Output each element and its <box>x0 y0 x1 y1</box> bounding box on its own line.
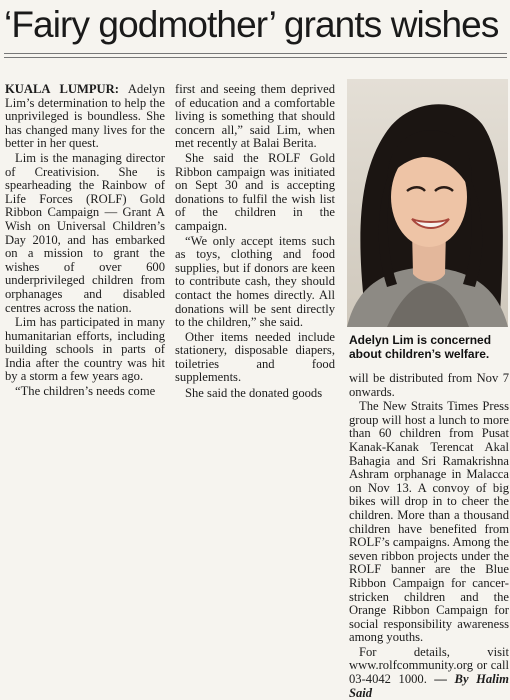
paragraph: For details, visit www.rolfcommunity.org or call 03-4042 1000. — By Halim Said <box>349 644 509 700</box>
paragraph: She said the donated goods <box>185 386 323 400</box>
byline: — By Halim Said <box>349 672 509 700</box>
paragraph: KUALA LUMPUR: Adelyn Lim’s determination to help the unprivileged is boundless. She has changed many lives for the better in her quest. <box>5 82 165 151</box>
paragraph: Other items needed include stationery, disposable diapers, toiletries and food supplements. <box>175 329 335 385</box>
headline-rule-lower <box>4 57 507 58</box>
portrait-illustration <box>347 79 508 327</box>
headline-rule <box>4 53 507 54</box>
paragraph: Lim is the managing director of Creativision. She is spearheading the Rainbow of Life Forces (ROLF) Gold Ribbon Campaign — Grant A Wish on Universal Children’s Day 2010, and has embarked on a mission to grant the wishes of over 600 underprivileged children from orphanages and disabled centres across the nation. <box>5 150 165 315</box>
column-2-tail <box>175 387 335 401</box>
paragraph: “We only accept items such as toys, clothing and food supplies, but if donors are keen to contribute cash, they should contact the homes directly. All donations will be sent directly to the children,” she said. <box>175 233 335 330</box>
paragraph: She said the ROLF Gold Ribbon campaign was initiated on Sept 30 and is accepting donations to fulfil the wish list of the children in the campaign. <box>175 150 335 233</box>
paragraph: “The children’s needs come <box>15 384 156 399</box>
column-2 <box>175 83 335 385</box>
column-3 <box>349 372 509 700</box>
paragraph: will be distributed from Nov 7 onwards. <box>349 371 509 399</box>
paragraph: first and seeing them deprived of education and a comfortable living is something that should concern all,” said Lim, when met recently at Balai Berita. <box>175 82 335 151</box>
headline: ‘Fairy godmother’ grants wishes <box>4 4 499 45</box>
paragraph: Lim has participated in many humanitarian efforts, including building schools in parts of India after the country was hit by a storm a few years ago. <box>5 315 165 384</box>
dateline: KUALA LUMPUR: <box>5 82 119 96</box>
paragraph: The New Straits Times Press group will host a lunch to more than 60 children from Pusat Kanak-Kanak Terencat Akal Bahagia and Sri Ramakrishna Ashram orphanage in Malacca on Nov 13. A convoy of big bikes will drop in to cheer the children. More than a thousand children have benefited from ROLF’s campaigns. Among the seven ribbon projects under the ROLF banner are the Blue Ribbon Campaign for cancer-stricken children and the Orange Ribbon Campaign for social responsibility awareness among youths. <box>349 399 509 645</box>
photo-caption: Adelyn Lim is concerned about children’s welfare. <box>349 333 492 361</box>
portrait-photo <box>347 79 508 327</box>
column-1 <box>5 83 165 399</box>
